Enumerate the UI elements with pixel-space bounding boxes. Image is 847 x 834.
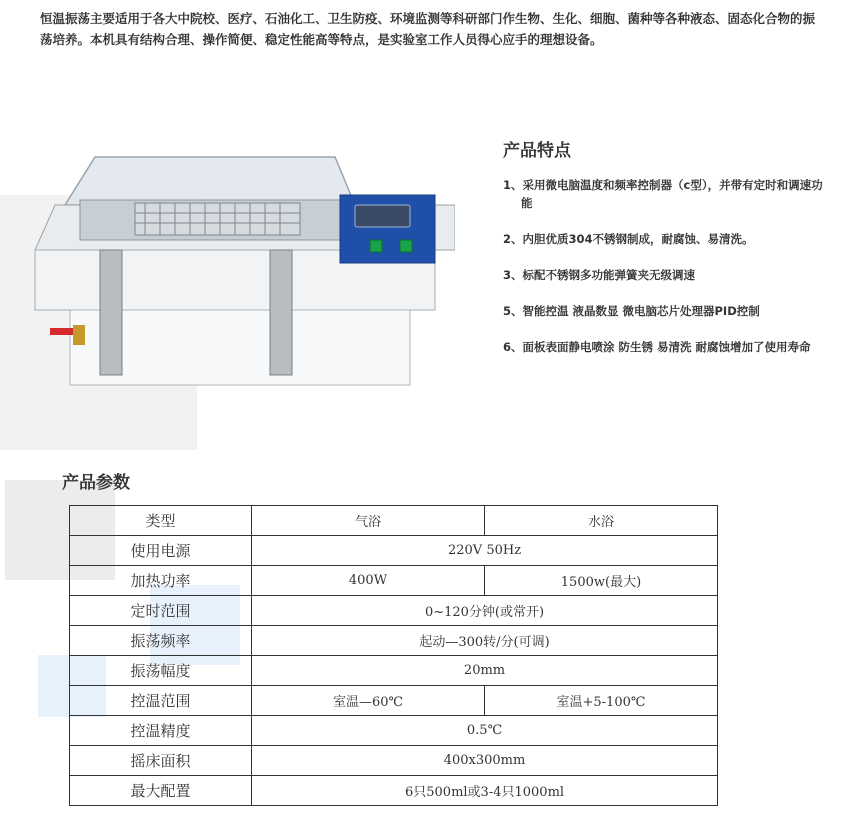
cell-value: 6只500ml或3-4只1000ml xyxy=(252,776,718,806)
cell-value: 室温—60℃ xyxy=(252,686,485,716)
params-title: 产品参数 xyxy=(62,473,130,493)
row-label: 振荡频率 xyxy=(70,626,252,656)
product-image xyxy=(25,145,455,395)
table-row xyxy=(70,596,718,626)
features-list xyxy=(503,176,823,374)
row-label: 摇床面积 xyxy=(70,746,252,776)
row-label: 定时范围 xyxy=(70,596,252,626)
row-label: 使用电源 xyxy=(70,536,252,566)
table-row xyxy=(70,536,718,566)
cell-value: 220V 50Hz xyxy=(252,536,718,566)
table-row xyxy=(70,746,718,776)
table-row xyxy=(70,506,718,536)
params-table xyxy=(69,505,718,806)
feature-item: 2、内胆优质304不锈钢制成，耐腐蚀、易清洗。 xyxy=(503,232,754,246)
feature-item: 1、采用微电脑温度和频率控制器（c型），并带有定时和调速功能 xyxy=(503,178,823,210)
table-row xyxy=(70,716,718,746)
table-row xyxy=(70,656,718,686)
table-row xyxy=(70,566,718,596)
feature-item: 6、面板表面静电喷涂 防生锈 易清洗 耐腐蚀增加了使用寿命 xyxy=(503,340,811,354)
cell-value: 400W xyxy=(252,566,485,596)
row-label: 加热功率 xyxy=(70,566,252,596)
cell-value: 室温+5-100℃ xyxy=(484,686,717,716)
cell-value: 0~120分钟(或常开) xyxy=(252,596,718,626)
cell-value: 0.5℃ xyxy=(252,716,718,746)
cell-value: 400x300mm xyxy=(252,746,718,776)
feature-item: 3、标配不锈钢多功能弹簧夹无级调速 xyxy=(503,268,695,282)
table-row xyxy=(70,626,718,656)
row-label: 最大配置 xyxy=(70,776,252,806)
row-label: 振荡幅度 xyxy=(70,656,252,686)
features-title: 产品特点 xyxy=(503,141,571,161)
cell-value: 起动—300转/分(可调) xyxy=(252,626,718,656)
cell-value: 1500w(最大) xyxy=(484,566,717,596)
intro-paragraph: 恒温振荡主要适用于各大中院校、医疗、石油化工、卫生防疫、环境监测等科研部门作生物、生化、细胞、菌种等各种液态、固态化合物的振荡培养。本机具有结构合理、操作简便、稳定性能高等特点，是实验室工作人员得心应手的理想设备。 xyxy=(40,11,816,47)
table-row xyxy=(70,776,718,806)
cell-value: 水浴 xyxy=(484,506,717,536)
cell-value: 气浴 xyxy=(252,506,485,536)
cell-value: 20mm xyxy=(252,656,718,686)
feature-item: 5、智能控温 液晶数显 微电脑芯片处理器PID控制 xyxy=(503,304,760,318)
row-label: 类型 xyxy=(70,506,252,536)
row-label: 控温范围 xyxy=(70,686,252,716)
table-row xyxy=(70,686,718,716)
row-label: 控温精度 xyxy=(70,716,252,746)
